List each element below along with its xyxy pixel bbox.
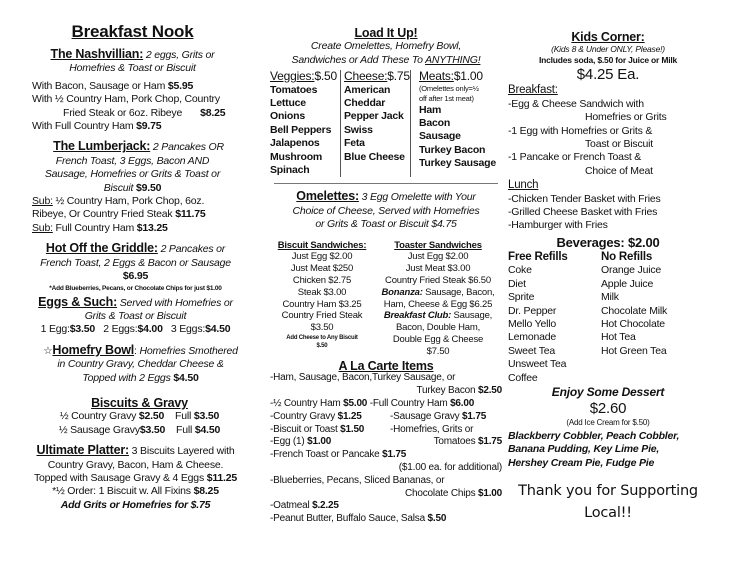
option-text: With Bacon, Sausage or Ham bbox=[32, 79, 168, 92]
beverage-item: Hot Chocolate bbox=[601, 317, 665, 330]
desc: Ham, Cheese & Egg $6.25 bbox=[383, 298, 493, 310]
veggie-item: Onions bbox=[270, 110, 305, 123]
desc: French Toast, 3 Eggs, Bacon AND bbox=[55, 154, 210, 167]
alacarte-line: -Blueberries, Pecans, Sliced Bananas, or bbox=[270, 474, 445, 486]
beverage-item: Coffee bbox=[508, 371, 538, 384]
biscuit-sw-heading: Biscuit Sandwiches: bbox=[277, 239, 367, 251]
kids-lunch-item: -Hamburger with Fries bbox=[508, 219, 608, 232]
meat-note: off after 1st meat) bbox=[419, 93, 474, 103]
price: $4.00 bbox=[137, 323, 163, 336]
kids-item: Homefries or Grits bbox=[585, 111, 667, 124]
kids-item: Toast or Biscuit bbox=[585, 138, 653, 151]
alacarte-line: Turkey Bacon bbox=[416, 385, 478, 397]
option: Full bbox=[176, 423, 195, 436]
item-name: Bonanza: bbox=[381, 286, 423, 298]
left-column bbox=[0, 0, 265, 512]
veggies-heading: Veggies: bbox=[270, 69, 315, 84]
cheese-item: Pepper Jack bbox=[344, 110, 404, 123]
kids-note: Includes soda, $.50 for Juice or Milk bbox=[538, 55, 678, 66]
griddle-name: Hot Off the Griddle: bbox=[45, 241, 158, 256]
star-icon: ☆ bbox=[43, 344, 53, 357]
beverage-item: Unsweet Tea bbox=[508, 358, 567, 371]
nashvillian-desc-2: Homefries & Toast or Biscuit bbox=[69, 62, 196, 75]
load-desc: Create Omelettes, Homefry Bowl, bbox=[310, 40, 462, 53]
alacarte-line: -Ham, Sausage, Bacon,Turkey Sausage, or bbox=[270, 372, 456, 384]
veggie-item: Spinach bbox=[270, 164, 310, 177]
desc: Choice of Cheese, Served with Homefries bbox=[292, 204, 480, 217]
cheese-heading: Cheese: bbox=[344, 69, 388, 84]
beverage-item: Sprite bbox=[508, 291, 535, 304]
toaster-sandwiches bbox=[374, 240, 502, 358]
price: $1.75 bbox=[462, 410, 487, 422]
biscuit-sandwich-item: Country Ham $3.25 bbox=[282, 298, 362, 310]
biscuit-sandwich-item: Steak $3.00 bbox=[297, 286, 347, 298]
option-text: With Full Country Ham bbox=[32, 120, 137, 133]
kids-title: Kids Corner: bbox=[571, 30, 645, 44]
meat-item: Ham bbox=[419, 103, 442, 116]
price: $1.75 bbox=[382, 449, 407, 461]
alacarte-line: -½ Country Ham bbox=[270, 398, 344, 410]
alacarte-line: -Country Gravy bbox=[270, 410, 338, 422]
kids-lunch-heading: Lunch bbox=[508, 179, 539, 192]
option: 2 Eggs: bbox=[103, 323, 138, 336]
desc: Sausage, Bacon, bbox=[422, 286, 495, 298]
price: $.50 bbox=[427, 513, 447, 525]
platter-name: Ultimate Platter: bbox=[36, 443, 129, 458]
option-text: Ribeye, Or Country Fried Steak bbox=[32, 208, 176, 221]
price: $1.00 bbox=[307, 436, 332, 448]
cheese-item: Swiss bbox=[344, 123, 373, 136]
sandwiches bbox=[270, 240, 502, 358]
price: $4.50 bbox=[205, 323, 231, 336]
griddle-section bbox=[0, 242, 265, 292]
alacarte-line: Tomatoes bbox=[433, 436, 478, 448]
divider bbox=[274, 183, 498, 184]
veggie-item: Tomatoes bbox=[270, 83, 318, 96]
beverage-item: Chocolate Milk bbox=[601, 304, 668, 317]
nashvillian-desc: 2 eggs, Grits or bbox=[143, 49, 215, 61]
price: $.75 bbox=[387, 69, 410, 84]
cheese-item: Cheddar bbox=[344, 97, 386, 110]
alacarte-line: -Egg (1) bbox=[270, 436, 308, 448]
kids-item: -1 Egg with Homefries or Grits & bbox=[508, 124, 653, 137]
a-la-carte-section bbox=[270, 360, 502, 526]
eggs-section bbox=[0, 296, 265, 337]
price: $1.50 bbox=[340, 423, 365, 435]
desc: Biscuit bbox=[103, 181, 136, 194]
no-refills-heading: No Refills bbox=[601, 250, 653, 263]
item-name: Breakfast Club: bbox=[383, 310, 452, 322]
alacarte-line: -Peanut Butter, Buffalo Sauce, Salsa bbox=[270, 513, 428, 525]
beverage-item: Diet bbox=[508, 277, 526, 290]
price: $8.25 bbox=[193, 485, 219, 498]
right-column bbox=[508, 0, 748, 524]
menu-title: Breakfast Nook bbox=[71, 22, 194, 41]
option: 1 Egg: bbox=[40, 323, 70, 336]
dessert-item: Banana Pudding, Key Lime Pie, bbox=[508, 443, 660, 456]
alacarte-line: -Oatmeal bbox=[270, 500, 313, 512]
price: $5.00 bbox=[343, 398, 368, 410]
desc: Country Gravy, Bacon, Ham & Cheese. bbox=[47, 458, 224, 471]
kids-item: -Egg & Cheese Sandwich with bbox=[508, 97, 644, 110]
price: $13.25 bbox=[136, 221, 168, 234]
price: $1.25 bbox=[337, 410, 362, 422]
alacarte-line: -Sausage Gravy bbox=[390, 410, 463, 422]
desc: Double Egg & Cheese bbox=[392, 334, 484, 346]
meat-item: Sausage bbox=[419, 130, 461, 143]
option-text: ½ Country Ham, Pork Chop, 6oz. bbox=[52, 195, 205, 208]
price: $3.50 bbox=[69, 323, 96, 336]
desc: Topped with Sausage Gravy & 4 Eggs bbox=[33, 471, 207, 484]
beverage-item: Lemonade bbox=[508, 331, 557, 344]
colon: : bbox=[134, 344, 137, 357]
biscuit-sandwiches bbox=[270, 240, 374, 358]
meat-item: Turkey Bacon bbox=[419, 143, 486, 156]
kids-lunch-item: -Chicken Tender Basket with Fries bbox=[508, 192, 661, 205]
price: $4.50 bbox=[173, 371, 199, 384]
alacarte-line: Chocolate Chips bbox=[405, 487, 478, 499]
note: Add Cheese to Any Biscuit bbox=[286, 335, 358, 342]
price: $1.00 bbox=[477, 487, 502, 499]
veggie-item: Bell Peppers bbox=[270, 123, 332, 136]
middle-column bbox=[270, 0, 502, 526]
dessert-price: $2.60 bbox=[589, 399, 627, 417]
biscuit-sandwich-item: Just Egg $2.00 bbox=[291, 251, 353, 263]
price: $.50 bbox=[314, 69, 337, 84]
kids-item: -1 Pancake or French Toast & bbox=[508, 151, 642, 164]
alacarte-line: -French Toast or Pancake bbox=[270, 449, 383, 461]
load-title: Load It Up! bbox=[354, 26, 418, 40]
meat-note: (Omelettes only=½ bbox=[419, 83, 479, 93]
biscuit-sandwich-item: Just Meat $250 bbox=[290, 263, 354, 275]
kids-price: $4.25 Ea. bbox=[576, 66, 640, 84]
price: $2.50 bbox=[138, 410, 165, 423]
meat-item: Turkey Sausage bbox=[419, 157, 496, 170]
beverages-title: Beverages: $2.00 bbox=[556, 234, 660, 250]
dessert-item: Hershey Cream Pie, Fudge Pie bbox=[508, 456, 655, 469]
beverages-lists bbox=[508, 251, 748, 385]
desc: *½ Order: 1 Biscuit w. All Fixins bbox=[52, 485, 194, 498]
load-desc: Sandwiches or Add These To bbox=[291, 53, 426, 66]
biscuits-name: Biscuits & Gravy bbox=[91, 395, 188, 410]
omelettes-section bbox=[270, 190, 502, 231]
meats-list bbox=[410, 70, 502, 177]
veggies-list bbox=[270, 70, 340, 177]
thanks-message-2: Local!! bbox=[584, 505, 632, 522]
sub-label: Sub: bbox=[32, 221, 53, 234]
meat-item: Bacon bbox=[419, 117, 451, 130]
price: $7.50 bbox=[426, 345, 450, 357]
beverage-item: Dr. Pepper bbox=[508, 304, 557, 317]
option: 3 Eggs: bbox=[170, 323, 206, 336]
price: $.2.25 bbox=[312, 500, 339, 512]
toaster-sw-heading: Toaster Sandwiches bbox=[394, 239, 482, 251]
option-text: With ½ Country Ham, Pork Chop, Country bbox=[32, 93, 220, 106]
toaster-sandwich-item: Country Fried Steak $6.50 bbox=[385, 275, 491, 287]
desc: or Grits & Toast or Biscuit $4.75 bbox=[315, 218, 457, 231]
price: $1.75 bbox=[477, 436, 502, 448]
price: $9.50 bbox=[135, 181, 162, 194]
lumberjack-name: The Lumberjack: bbox=[53, 139, 151, 154]
dessert-note: (Add Ice Cream for $.50) bbox=[566, 417, 650, 427]
option: Full bbox=[175, 410, 194, 423]
note: $.50 bbox=[316, 343, 328, 350]
beverage-item: Hot Tea bbox=[601, 331, 636, 344]
omelettes-name: Omelettes: bbox=[296, 189, 359, 204]
load-emph: ANYTHING! bbox=[425, 53, 481, 66]
biscuits-gravy-section bbox=[0, 397, 265, 437]
price: $3.50 bbox=[139, 423, 166, 436]
cheese-item: Blue Cheese bbox=[344, 150, 405, 163]
alacarte-line: -Homefries, Grits or bbox=[390, 423, 474, 435]
price: $9.75 bbox=[136, 120, 162, 133]
alacarte-line: -Biscuit or Toast bbox=[270, 423, 341, 435]
free-refills-heading: Free Refills bbox=[508, 250, 568, 263]
desc: 2 Pancakes or bbox=[157, 243, 226, 256]
beverage-item: Milk bbox=[601, 291, 619, 304]
price: $6.00 bbox=[450, 398, 475, 410]
kids-item: Choice of Meat bbox=[585, 164, 653, 177]
option-text: Fried Steak or 6oz. Ribeye bbox=[63, 106, 183, 119]
kids-note: (Kids 8 & Under ONLY, Please!) bbox=[551, 44, 665, 55]
nashvillian-section bbox=[0, 48, 265, 133]
addons-grid bbox=[270, 70, 502, 177]
desc: in Country Gravy, Cheddar Cheese & bbox=[57, 358, 224, 371]
beverage-item: Orange Juice bbox=[601, 264, 662, 277]
veggie-item: Jalapenos bbox=[270, 137, 320, 150]
biscuit-sandwich-item: Chicken $2.75 bbox=[292, 275, 352, 287]
add-note: Add Grits or Homefries for $.75 bbox=[60, 498, 211, 511]
dessert-item: Blackberry Cobbler, Peach Cobbler, bbox=[508, 429, 680, 442]
cheese-item: American bbox=[344, 83, 391, 96]
alacarte-line: ($1.00 ea. for additional) bbox=[398, 462, 502, 474]
price: $11.25 bbox=[206, 471, 238, 484]
thanks-message: Thank you for Supporting bbox=[518, 483, 698, 500]
desc: Sausage, Homefries or Grits & Toast or bbox=[44, 168, 221, 181]
price: $4.50 bbox=[194, 423, 221, 436]
toaster-sandwich-item: Just Meat $3.00 bbox=[405, 263, 471, 275]
lumberjack-section bbox=[0, 140, 265, 235]
price: $5.95 bbox=[167, 79, 194, 92]
price: $6.95 bbox=[122, 270, 149, 283]
alacarte-line: -Full Country Ham bbox=[367, 398, 451, 410]
biscuit-sandwich-item: $3.50 bbox=[310, 322, 334, 334]
desc: French Toast, 2 Eggs & Bacon or Sausage bbox=[40, 256, 231, 269]
beverage-item: Hot Green Tea bbox=[601, 344, 667, 357]
homefry-bowl-section bbox=[0, 344, 265, 385]
free-refills bbox=[508, 251, 601, 385]
option-text: Full Country Ham bbox=[52, 221, 137, 234]
desc: Topped with 2 Eggs bbox=[82, 371, 174, 384]
desc: Bacon, Double Ham, bbox=[395, 322, 481, 334]
price: $2.50 bbox=[477, 385, 502, 397]
option: ½ Country Gravy bbox=[59, 410, 139, 423]
option: ½ Sausage Gravy bbox=[58, 423, 140, 436]
beverage-item: Apple Juice bbox=[601, 277, 654, 290]
price: $8.25 bbox=[200, 106, 226, 119]
beverage-item: Sweet Tea bbox=[508, 344, 556, 357]
alacarte-title: A La Carte Items bbox=[338, 358, 434, 373]
meats-heading: Meats: bbox=[419, 69, 454, 84]
desc: 3 Egg Omelette with Your bbox=[358, 191, 476, 204]
veggie-item: Lettuce bbox=[270, 97, 306, 110]
kids-lunch-item: -Grilled Cheese Basket with Fries bbox=[508, 206, 658, 219]
beverage-item: Mello Yello bbox=[508, 317, 557, 330]
cheese-item: Feta bbox=[344, 137, 365, 150]
eggs-name: Eggs & Such: bbox=[38, 294, 118, 309]
kids-breakfast-heading: Breakfast: bbox=[508, 84, 558, 97]
cheese-list bbox=[340, 70, 410, 177]
sub-label: Sub: bbox=[32, 195, 53, 208]
desc: Grits & Toast or Biscuit bbox=[84, 309, 187, 322]
price: $1.00 bbox=[453, 69, 483, 84]
nashvillian-name: The Nashvillian: bbox=[50, 47, 144, 61]
veggie-item: Mushroom bbox=[270, 150, 323, 163]
desc: Sausage, bbox=[451, 310, 493, 322]
price: $3.50 bbox=[193, 410, 220, 423]
note: *Add Blueberries, Pecans, or Chocolate Chips for just $1.00 bbox=[49, 284, 222, 292]
beverage-item: Coke bbox=[508, 264, 532, 277]
desc: Homefries Smothered bbox=[136, 344, 238, 357]
price: $11.75 bbox=[175, 208, 206, 221]
desc: 3 Biscuits Layered with bbox=[128, 445, 235, 458]
bowl-name: Homefry Bowl bbox=[52, 342, 135, 357]
dessert-title: Enjoy Some Dessert bbox=[551, 384, 665, 399]
no-refills bbox=[601, 251, 667, 385]
ultimate-platter-section bbox=[0, 444, 265, 512]
desc: Served with Homefries or bbox=[117, 296, 233, 309]
toaster-sandwich-item: Just Egg $2.00 bbox=[407, 251, 469, 263]
desc: 2 Pancakes OR bbox=[150, 141, 224, 154]
biscuit-sandwich-item: Country Fried Steak bbox=[281, 310, 363, 322]
